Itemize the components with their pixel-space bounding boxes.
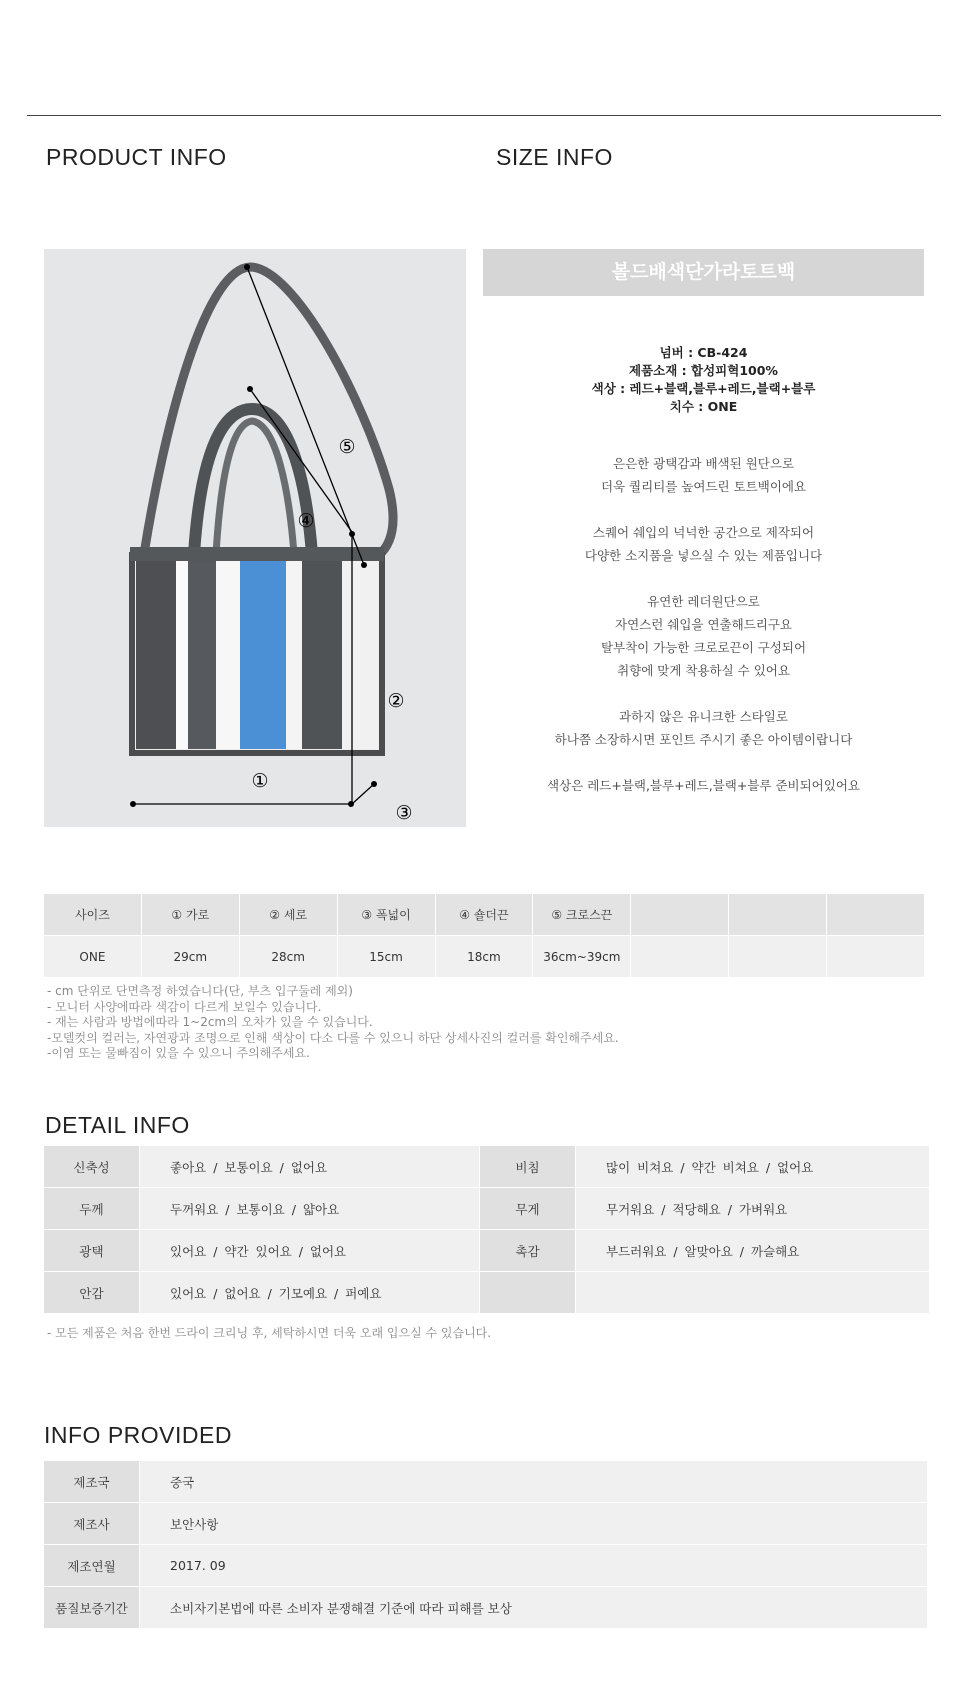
marker-dot [130, 801, 136, 807]
detail-row [44, 1146, 929, 1187]
detail-note: - 모든 제품은 처음 한번 드라이 크리닝 후, 세탁하시면 더욱 오래 입으실 수 있습니다. [47, 1326, 492, 1340]
detail-row [44, 1188, 929, 1229]
detail-options: 좋아요 / 보통이요 / 없어요 [140, 1146, 479, 1187]
description-line: 자연스런 쉐입을 연출해드리구요 [615, 617, 792, 632]
size-value-cell: 15cm [338, 936, 435, 977]
detail-label: 안감 [44, 1272, 139, 1313]
detail-label: 비침 [480, 1146, 575, 1187]
description-line: 다양한 소지품을 넣으실 수 있는 제품입니다 [584, 548, 823, 563]
stripe-blue [240, 559, 286, 749]
info-value: 2017. 09 [140, 1545, 927, 1586]
size-header-cell [631, 894, 728, 935]
description-line: 탈부착이 가능한 크로로끈이 구성되어 [600, 640, 807, 655]
size-header-cell [827, 894, 924, 935]
spec-material: 제품소재 : 합성피혁100% [629, 363, 778, 378]
description-line: 은은한 광택감과 배색된 원단으로 [613, 456, 794, 471]
detail-label: 광택 [44, 1230, 139, 1271]
info-value: 보안사항 [140, 1503, 927, 1544]
size-header-cell [729, 894, 826, 935]
size-value-cell: 29cm [142, 936, 239, 977]
spec-size: 치수 : ONE [669, 399, 738, 414]
marker-dot [371, 781, 377, 787]
size-value-cell [729, 936, 826, 977]
info-row [44, 1503, 927, 1544]
info-label: 제조사 [44, 1503, 139, 1544]
size-value-cell: 28cm [240, 936, 337, 977]
stripe-white-4 [342, 559, 378, 749]
detail-options: 있어요 / 약간 있어요 / 없어요 [140, 1230, 479, 1271]
size-table-value-row [44, 936, 924, 977]
info-row [44, 1545, 927, 1586]
size-value-cell [827, 936, 924, 977]
product-photo [44, 249, 466, 827]
info-row [44, 1587, 927, 1628]
description-line: 취향에 맞게 착용하실 수 있어요 [617, 663, 790, 678]
detail-label: 촉감 [480, 1230, 575, 1271]
size-header-cell: ② 세로 [240, 894, 337, 935]
detail-label: 두께 [44, 1188, 139, 1229]
size-header-cell: ① 가로 [142, 894, 239, 935]
stripe-dark-3 [302, 559, 342, 749]
tote-bag-illustration [44, 249, 466, 827]
description-line: 색상은 레드+블랙,블루+레드,블랙+블루 준비되어있어요 [547, 778, 860, 793]
info-provided-title: INFO PROVIDED [44, 1422, 232, 1448]
size-note: -모델컷의 컬러는, 자연광과 조명으로 인해 색상이 다소 다를 수 있으니 하단 상세사진의 컬러를 확인해주세요. [47, 1030, 619, 1045]
description-line: 과하지 않은 유니크한 스타일로 [619, 709, 788, 724]
info-label: 제조연월 [44, 1545, 139, 1586]
description-paragraph [483, 774, 924, 797]
description-line: 더욱 퀄리티를 높여드린 토트백이에요 [600, 479, 807, 494]
stripe-dark-2 [188, 559, 216, 749]
size-table-header-row [44, 894, 924, 935]
marker-5: ⑤ [338, 436, 356, 458]
info-row [44, 1461, 927, 1502]
marker-dot [247, 386, 253, 392]
marker-3: ③ [395, 802, 413, 824]
bag-top-band [130, 547, 384, 561]
product-name: 볼드배색단가라토트백 [483, 249, 924, 296]
size-value-cell [631, 936, 728, 977]
marker-4: ④ [297, 510, 315, 532]
size-header-cell: ⑤ 크로스끈 [533, 894, 630, 935]
marker-dot [349, 531, 355, 537]
detail-options [576, 1272, 929, 1313]
size-value-cell: ONE [44, 936, 141, 977]
top-divider [27, 115, 941, 116]
description-line: 스퀘어 쉐입의 넉넉한 공간으로 제작되어 [592, 525, 815, 540]
marker-dot [361, 562, 367, 568]
detail-row [44, 1230, 929, 1271]
depth-line [352, 784, 374, 804]
size-note: - cm 단위로 단면측정 하였습니다(단, 부츠 입구둘레 제외) [47, 984, 353, 998]
size-value-cell: 36cm~39cm [533, 936, 630, 977]
marker-2: ② [387, 690, 405, 712]
description-paragraph [483, 705, 924, 751]
size-header-cell: ③ 폭넓이 [338, 894, 435, 935]
marker-1: ① [251, 770, 269, 792]
info-table [43, 1460, 928, 1629]
size-notes [47, 984, 619, 1062]
size-value-cell: 18cm [436, 936, 533, 977]
detail-options: 부드러워요 / 알맞아요 / 까슬해요 [576, 1230, 929, 1271]
detail-table [43, 1145, 930, 1314]
size-header-cell: ④ 숄더끈 [436, 894, 533, 935]
detail-label: 무게 [480, 1188, 575, 1229]
detail-options: 무거워요 / 적당해요 / 가벼워요 [576, 1188, 929, 1229]
info-label: 제조국 [44, 1461, 139, 1502]
stripe-white-2 [216, 559, 240, 749]
description-paragraph [483, 521, 924, 567]
spec-number: 넘버 : CB-424 [659, 345, 748, 360]
product-specs [483, 344, 924, 416]
detail-options: 있어요 / 없어요 / 기모예요 / 퍼예요 [140, 1272, 479, 1313]
description-line: 하나쯤 소장하시면 포인트 주시기 좋은 아이템이랍니다 [554, 732, 853, 747]
size-note: -이염 또는 물빠짐이 있을 수 있으니 주의해주세요. [47, 1046, 310, 1060]
info-value: 중국 [140, 1461, 927, 1502]
detail-row [44, 1272, 929, 1313]
stripe-dark-left [136, 559, 176, 749]
detail-options: 많이 비쳐요 / 약간 비쳐요 / 없어요 [576, 1146, 929, 1187]
detail-label [480, 1272, 575, 1313]
size-header-cell: 사이즈 [44, 894, 141, 935]
product-info-title: PRODUCT INFO [46, 144, 227, 170]
size-info-title: SIZE INFO [496, 144, 613, 170]
description-paragraph [483, 590, 924, 682]
description-paragraph [483, 452, 924, 498]
stripe-white-3 [286, 559, 302, 749]
marker-dot [244, 264, 250, 270]
info-value: 소비자기본법에 따른 소비자 분쟁해결 기준에 따라 피해를 보상 [140, 1587, 927, 1628]
size-note: - 모니터 사양에따라 색감이 다르게 보일수 있습니다. [47, 999, 322, 1014]
spec-color: 색상 : 레드+블랙,블루+레드,블랙+블루 [591, 381, 816, 396]
marker-dot [348, 801, 354, 807]
detail-options: 두꺼워요 / 보통이요 / 얇아요 [140, 1188, 479, 1229]
stripe-white-1 [176, 559, 188, 749]
detail-info-title: DETAIL INFO [45, 1112, 190, 1138]
size-note: - 재는 사람과 방법에따라 1~2cm의 오차가 있을 수 있습니다. [47, 1015, 373, 1029]
size-table [43, 893, 925, 978]
detail-label: 신축성 [44, 1146, 139, 1187]
description-line: 유연한 레더원단으로 [647, 594, 760, 609]
info-label: 품질보증기간 [44, 1587, 139, 1628]
